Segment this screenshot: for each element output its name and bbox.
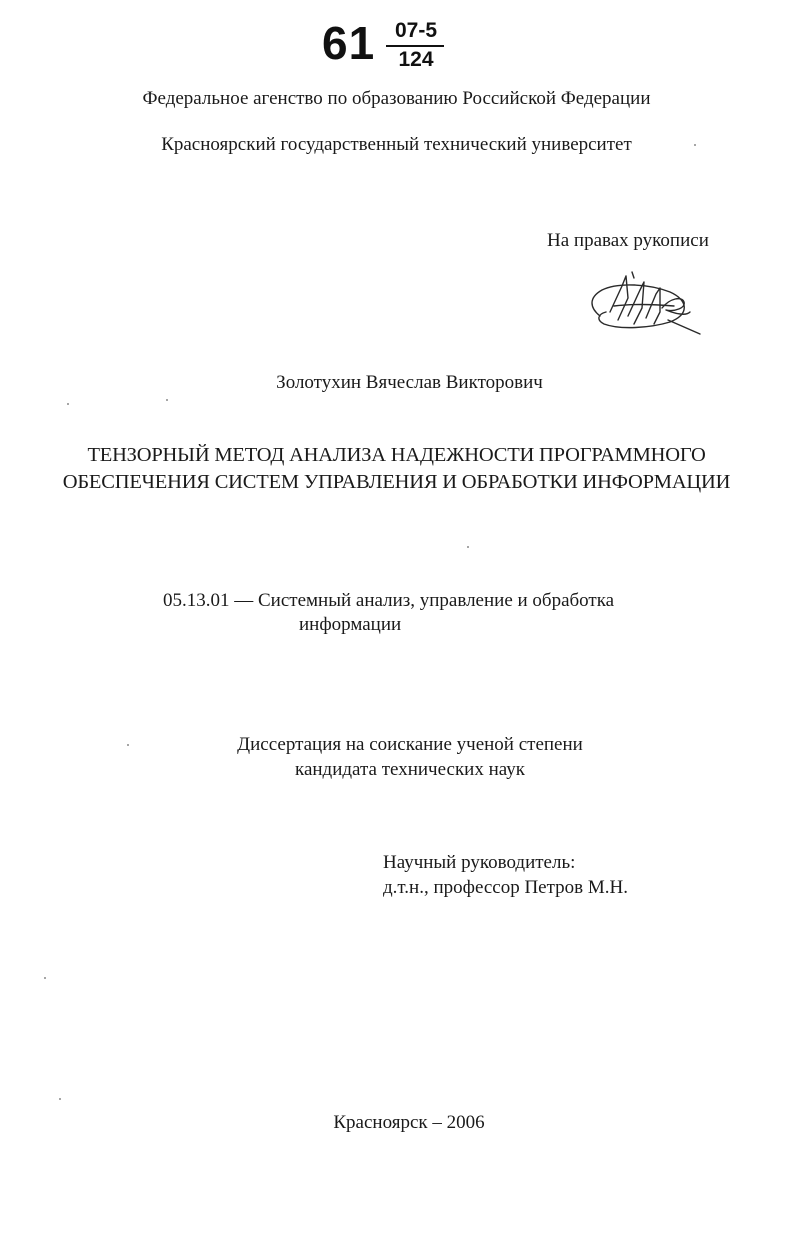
archive-code-stamp [322, 14, 452, 76]
scan-speck [44, 977, 46, 979]
scan-speck [67, 403, 69, 405]
scan-speck [694, 144, 696, 146]
title-line-1: ТЕНЗОРНЫЙ МЕТОД АНАЛИЗА НАДЕЖНОСТИ ПРОГРАММНОГО [87, 444, 706, 466]
stamp-fraction-bar [386, 45, 444, 47]
agency-line: Федеральное агенство по образованию Российской Федерации [142, 88, 651, 109]
specialty-line-1: 05.13.01 — Системный анализ, управление и обработка [163, 590, 615, 611]
city-year: Красноярск – 2006 [333, 1112, 485, 1133]
scan-speck [166, 399, 168, 401]
scan-speck [127, 744, 129, 746]
supervisor-name: д.т.н., профессор Петров М.Н. [383, 877, 628, 898]
university-line: Красноярский государственный технический университет [161, 134, 632, 155]
dissertation-title [0, 442, 793, 496]
specialty-code [163, 589, 614, 637]
stamp-main-number: 61 [322, 17, 376, 69]
scan-speck [59, 1098, 61, 1100]
supervisor-label: Научный руководитель: [383, 852, 576, 873]
scan-speck [467, 546, 469, 548]
degree-line-2: кандидата технических наук [295, 759, 525, 780]
supervisor-block [383, 850, 628, 900]
degree-line-1: Диссертация на соискание ученой степени [237, 734, 583, 755]
degree-statement [0, 732, 793, 782]
stamp-denominator: 124 [398, 48, 434, 71]
stamp-numerator: 07-5 [394, 19, 438, 42]
author-name: Золотухин Вячеслав Викторович [276, 372, 543, 393]
signature-icon [570, 268, 710, 340]
manuscript-note: На правах рукописи [547, 230, 709, 251]
specialty-line-2: информации [299, 614, 402, 635]
title-line-2: ОБЕСПЕЧЕНИЯ СИСТЕМ УПРАВЛЕНИЯ И ОБРАБОТКИ ИНФОРМАЦИИ [62, 471, 731, 493]
